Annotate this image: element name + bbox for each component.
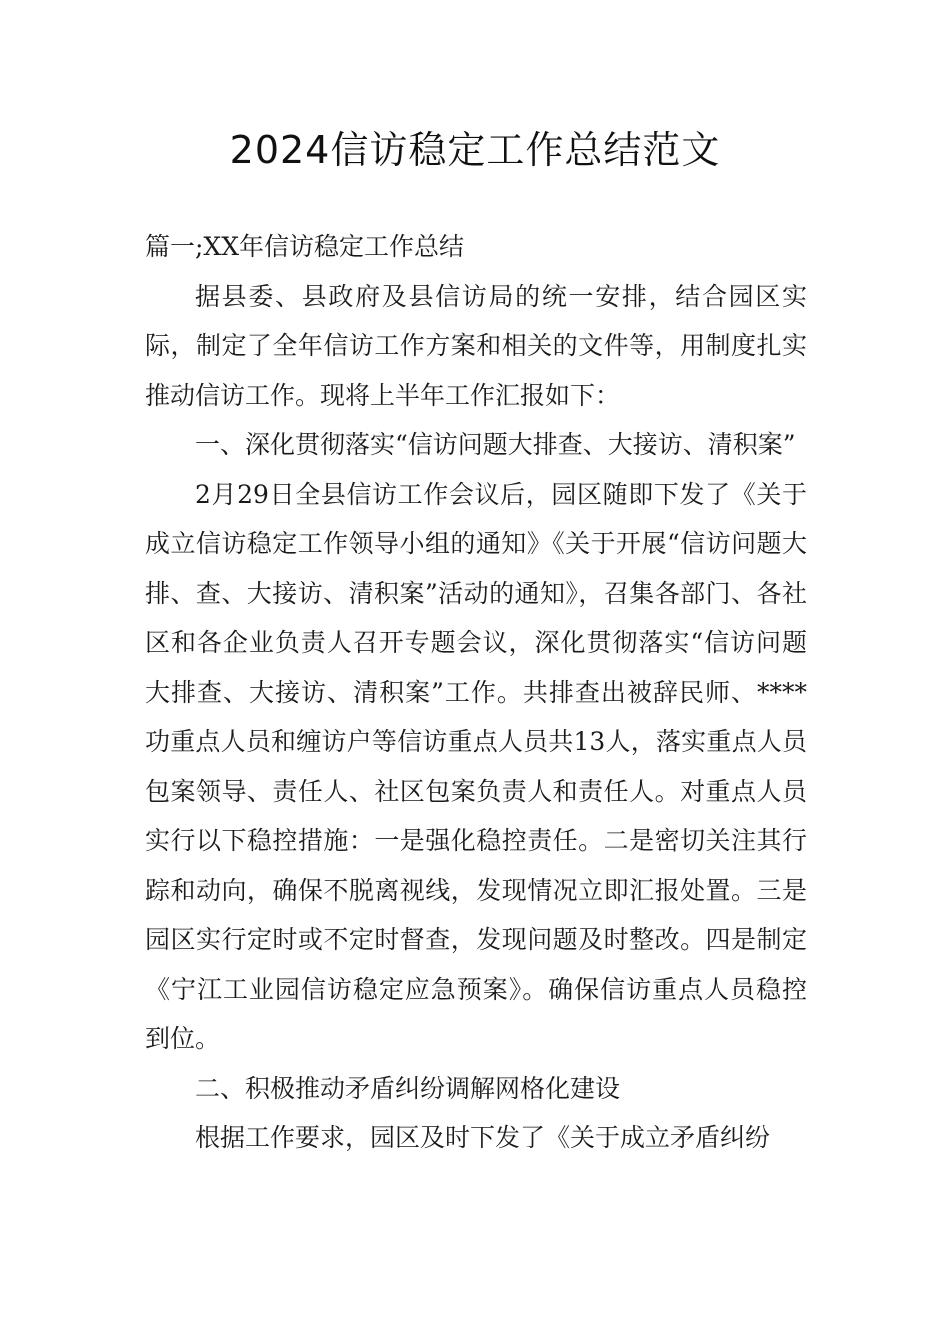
document-title: 2024信访稳定工作总结范文 (229, 128, 721, 172)
intro-paragraph: 据县委、县政府及县信访局的统一安排，结合园区实际，制定了全年信访工作方案和相关的文件等，用制度扎实推动信访工作。现将上半年工作汇报如下： (145, 281, 807, 410)
section-heading-part-one: 篇一;XX年信访稳定工作总结 (145, 232, 465, 261)
section-heading-1: 一、深化贯彻落实“信访问题大排查、大接访、清积案” (195, 430, 796, 459)
document-body (145, 222, 807, 1163)
body-paragraph-1: 2月29日全县信访工作会议后，园区随即下发了《关于成立信访稳定工作领导小组的通知》《关于开展“信访问题大排、查、大接访、清积案”活动的通知》，召集各部门、各社区和各企业负责人召开专题会议，深化贯彻落实“信访问题大排查、大接访、清积案”工作。共排查出被辞民师、****功重点人员和缠访户等信访重点人员共13人，落实重点人员包案领导、责任人、社区包案负责人和责任人。对重点人员实行以下稳控措施：一是强化稳控责任。二是密切关注其行踪和动向，确保不脱离视线，发现情况立即汇报处置。三是园区实行定时或不定时督查，发现问题及时整改。四是制定《宁江工业园信访稳定应急预案》。确保信访重点人员稳控到位。 (145, 479, 807, 1053)
body-paragraph-2: 根据工作要求，园区及时下发了《关于成立矛盾纠纷 (195, 1123, 771, 1152)
section-heading-2: 二、积极推动矛盾纠纷调解网格化建设 (195, 1073, 621, 1103)
